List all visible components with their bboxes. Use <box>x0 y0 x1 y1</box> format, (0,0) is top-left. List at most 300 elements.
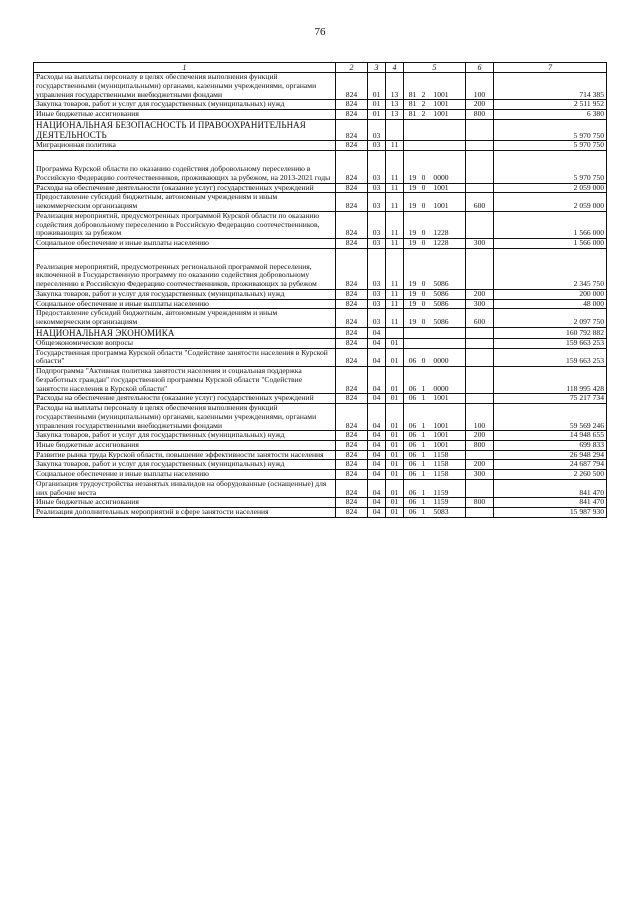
table-row <box>34 450 607 460</box>
row-ministry-code: 824 <box>336 450 368 460</box>
row-amount: 2 097 750 <box>494 309 607 327</box>
row-section-code: 04 <box>368 404 386 431</box>
row-amount: 118 995 428 <box>494 367 607 394</box>
target-direction-code: 1001 <box>433 201 449 211</box>
target-program-code: 06 <box>408 459 417 469</box>
row-section-code: 04 <box>368 394 386 404</box>
target-direction-code: 5086 <box>433 316 449 326</box>
row-expense-type <box>466 507 494 517</box>
row-name: Социальное обеспечение и иные выплаты населению <box>34 299 336 309</box>
row-target-article <box>404 470 466 480</box>
table-row <box>34 100 607 110</box>
row-target-article <box>404 348 466 366</box>
target-subprogram-code: 2 <box>421 109 426 119</box>
table-row <box>34 309 607 327</box>
row-section-code: 04 <box>368 479 386 497</box>
row-name: Расходы на выплаты персоналу в целях обеспечения выполнения функций государственными (муниципальными) органами, казенными учреждениями, органами управления государственными внебюджетными фондами <box>34 404 336 431</box>
row-expense-type <box>466 151 494 183</box>
target-direction-code: 1001 <box>433 420 449 430</box>
row-target-article <box>404 327 466 338</box>
target-program-code: 19 <box>408 201 417 211</box>
target-subprogram-code: 2 <box>421 89 426 99</box>
target-direction-code: 5086 <box>433 279 449 289</box>
row-section-code: 04 <box>368 348 386 366</box>
row-ministry-code: 824 <box>336 348 368 366</box>
target-direction-code: 0000 <box>433 383 449 393</box>
row-section-code: 03 <box>368 183 386 193</box>
row-subsection-code: 13 <box>386 110 404 120</box>
row-ministry-code: 824 <box>336 73 368 100</box>
row-section-code: 04 <box>368 460 386 470</box>
row-ministry-code: 824 <box>336 193 368 211</box>
row-name: Закупка товаров, работ и услуг для государственных (муниципальных) нужд <box>34 289 336 299</box>
target-subprogram-code: 1 <box>421 440 426 449</box>
target-direction-code: 1158 <box>433 459 449 469</box>
target-program-code: 81 <box>408 99 417 109</box>
target-subprogram-code: 0 <box>421 299 426 308</box>
row-name: Реализация дополнительных мероприятий в сфере занятости населения <box>34 507 336 517</box>
target-direction-code: 1001 <box>433 183 449 192</box>
row-name: Закупка товаров, работ и услуг для государственных (муниципальных) нужд <box>34 460 336 470</box>
col-header-4: 4 <box>386 63 404 73</box>
row-subsection-code: 01 <box>386 498 404 508</box>
table-row <box>34 479 607 497</box>
row-name: Социальное обеспечение и иные выплаты населению <box>34 470 336 480</box>
row-section-code: 03 <box>368 248 386 289</box>
row-ministry-code: 824 <box>336 440 368 450</box>
row-name: Расходы на обеспечение деятельности (оказание услуг) государственных учреждений <box>34 183 336 193</box>
row-amount: 5 970 750 <box>494 141 607 151</box>
row-name: Реализация мероприятий, предусмотренных региональной программой переселения, включенной в Государственную программу по оказанию содействия добровольному переселению в Российскую Федерацию соотечественников, проживающих за рубежом <box>34 248 336 289</box>
row-subsection-code: 01 <box>386 440 404 450</box>
table-row <box>34 248 607 289</box>
row-target-article <box>404 450 466 460</box>
row-expense-type: 300 <box>466 299 494 309</box>
table-row <box>34 498 607 508</box>
table-row <box>34 193 607 211</box>
row-ministry-code: 824 <box>336 289 368 299</box>
row-ministry-code: 824 <box>336 460 368 470</box>
table-row <box>34 141 607 151</box>
row-expense-type: 200 <box>466 100 494 110</box>
row-subsection-code: 11 <box>386 193 404 211</box>
row-expense-type <box>466 141 494 151</box>
target-direction-code: 5086 <box>433 289 449 298</box>
target-subprogram-code: 0 <box>421 228 426 238</box>
table-row <box>34 470 607 480</box>
target-program-code: 06 <box>408 507 417 516</box>
row-expense-type: 300 <box>466 470 494 480</box>
row-ministry-code: 824 <box>336 327 368 338</box>
row-target-article <box>404 498 466 508</box>
target-program-code: 19 <box>408 289 417 298</box>
row-subsection-code: 11 <box>386 299 404 309</box>
row-ministry-code: 824 <box>336 394 368 404</box>
row-name: Развитие рынка труда Курской области, повышение эффективности занятости населения <box>34 450 336 460</box>
row-target-article <box>404 238 466 248</box>
target-program-code: 19 <box>408 172 417 182</box>
row-section-code: 04 <box>368 327 386 338</box>
table-row <box>34 183 607 193</box>
row-target-article <box>404 507 466 517</box>
target-program-code: 19 <box>408 316 417 326</box>
target-direction-code: 1158 <box>433 450 449 459</box>
row-section-code: 04 <box>368 440 386 450</box>
row-subsection-code: 11 <box>386 289 404 299</box>
table-body <box>34 73 607 518</box>
row-amount: 48 000 <box>494 299 607 309</box>
target-subprogram-code: 0 <box>421 183 426 192</box>
row-section-code: 03 <box>368 151 386 183</box>
page-number: 76 <box>314 26 326 38</box>
row-section-code: 04 <box>368 367 386 394</box>
table-row <box>34 73 607 100</box>
row-ministry-code: 824 <box>336 498 368 508</box>
target-direction-code: 1228 <box>433 238 449 247</box>
target-direction-code: 1001 <box>433 393 449 403</box>
row-name: Предоставление субсидий бюджетным, автономным учреждениям и иным некоммерческим организациям <box>34 309 336 327</box>
row-amount: 841 470 <box>494 498 607 508</box>
target-direction-code: 1159 <box>433 497 449 507</box>
target-program-code: 06 <box>408 420 417 430</box>
target-direction-code: 5086 <box>433 299 449 308</box>
target-direction-code: 1158 <box>433 469 449 479</box>
target-subprogram-code: 0 <box>421 238 426 247</box>
row-name: Организация трудоустройства незанятых инвалидов на оборудованные (оснащенные) для них рабочие места <box>34 479 336 497</box>
row-subsection-code: 01 <box>386 394 404 404</box>
col-header-5: 5 <box>404 63 466 73</box>
target-subprogram-code: 0 <box>421 279 426 289</box>
col-header-6: 6 <box>466 63 494 73</box>
row-expense-type <box>466 339 494 349</box>
row-ministry-code: 824 <box>336 404 368 431</box>
row-expense-type: 100 <box>466 73 494 100</box>
target-direction-code: 1228 <box>433 228 449 238</box>
row-ministry-code: 824 <box>336 100 368 110</box>
row-expense-type <box>466 119 494 141</box>
row-subsection-code: 11 <box>386 309 404 327</box>
row-ministry-code: 824 <box>336 141 368 151</box>
target-subprogram-code: 1 <box>421 393 426 403</box>
row-amount: 2 511 952 <box>494 100 607 110</box>
table-row <box>34 339 607 349</box>
row-expense-type <box>466 183 494 193</box>
target-direction-code: 1001 <box>433 109 449 119</box>
row-target-article <box>404 339 466 349</box>
row-target-article <box>404 193 466 211</box>
col-header-2: 2 <box>336 63 368 73</box>
row-amount: 699 833 <box>494 440 607 450</box>
row-section-code: 03 <box>368 289 386 299</box>
row-section-code: 03 <box>368 119 386 141</box>
row-section-code: 04 <box>368 431 386 441</box>
row-subsection-code: 11 <box>386 151 404 183</box>
row-section-code: 03 <box>368 299 386 309</box>
row-section-code: 01 <box>368 73 386 100</box>
target-subprogram-code: 1 <box>421 497 426 507</box>
target-subprogram-code: 0 <box>421 201 426 211</box>
target-program-code: 06 <box>408 497 417 507</box>
target-program-code: 81 <box>408 109 417 119</box>
row-section-code: 03 <box>368 211 386 238</box>
row-subsection-code: 11 <box>386 248 404 289</box>
row-expense-type: 600 <box>466 193 494 211</box>
row-amount: 714 385 <box>494 73 607 100</box>
row-target-article <box>404 460 466 470</box>
row-ministry-code: 824 <box>336 309 368 327</box>
row-section-code: 04 <box>368 450 386 460</box>
section-row <box>34 119 607 141</box>
target-subprogram-code: 1 <box>421 450 426 459</box>
row-amount: 26 948 294 <box>494 450 607 460</box>
table-row <box>34 151 607 183</box>
row-amount: 2 059 000 <box>494 193 607 211</box>
table-row <box>34 460 607 470</box>
row-expense-type <box>466 248 494 289</box>
target-program-code: 06 <box>408 450 417 459</box>
row-amount: 24 687 794 <box>494 460 607 470</box>
row-section-code: 03 <box>368 141 386 151</box>
row-ministry-code: 824 <box>336 299 368 309</box>
row-amount: 200 000 <box>494 289 607 299</box>
row-amount: 2 059 000 <box>494 183 607 193</box>
row-subsection-code: 01 <box>386 348 404 366</box>
row-expense-type <box>466 479 494 497</box>
row-ministry-code: 824 <box>336 367 368 394</box>
target-direction-code: 1001 <box>433 440 449 449</box>
row-expense-type: 200 <box>466 431 494 441</box>
row-subsection-code: 13 <box>386 73 404 100</box>
budget-table <box>33 62 607 518</box>
row-target-article <box>404 119 466 141</box>
row-target-article <box>404 440 466 450</box>
table-row <box>34 299 607 309</box>
target-subprogram-code: 1 <box>421 469 426 479</box>
row-expense-type <box>466 211 494 238</box>
row-amount: 59 569 246 <box>494 404 607 431</box>
row-name: Расходы на выплаты персоналу в целях обеспечения выполнения функций государственными (муниципальными) органами, казенными учреждениями, органами управления государственными внебюджетными фондами <box>34 73 336 100</box>
row-expense-type: 300 <box>466 238 494 248</box>
row-subsection-code: 01 <box>386 367 404 394</box>
target-subprogram-code: 1 <box>421 430 426 440</box>
row-amount: 159 663 253 <box>494 348 607 366</box>
row-subsection-code: 01 <box>386 479 404 497</box>
target-direction-code: 1159 <box>433 487 449 497</box>
target-subprogram-code: 2 <box>421 99 426 109</box>
target-direction-code: 1001 <box>433 99 449 109</box>
row-expense-type: 800 <box>466 498 494 508</box>
table-row <box>34 431 607 441</box>
row-section-code: 01 <box>368 100 386 110</box>
row-target-article <box>404 211 466 238</box>
target-direction-code: 0000 <box>433 172 449 182</box>
table-row <box>34 211 607 238</box>
target-subprogram-code: 1 <box>421 459 426 469</box>
row-name: Иные бюджетные ассигнования <box>34 110 336 120</box>
target-program-code: 06 <box>408 393 417 403</box>
row-amount: 14 948 655 <box>494 431 607 441</box>
target-direction-code: 1001 <box>433 89 449 99</box>
table-row <box>34 348 607 366</box>
row-amount: 160 792 882 <box>494 327 607 338</box>
row-name: Социальное обеспечение и иные выплаты населению <box>34 238 336 248</box>
row-amount: 2 345 750 <box>494 248 607 289</box>
target-program-code: 06 <box>408 469 417 479</box>
section-row <box>34 327 607 338</box>
row-name: Предоставление субсидий бюджетным, автономным учреждениям и иным некоммерческим организациям <box>34 193 336 211</box>
row-subsection-code: 01 <box>386 460 404 470</box>
row-section-code: 03 <box>368 238 386 248</box>
row-expense-type <box>466 394 494 404</box>
row-name: НАЦИОНАЛЬНАЯ БЕЗОПАСНОСТЬ И ПРАВООХРАНИТЕЛЬНАЯ ДЕЯТЕЛЬНОСТЬ <box>34 119 336 141</box>
col-header-7: 7 <box>494 63 607 73</box>
row-expense-type: 100 <box>466 404 494 431</box>
row-name: Государственная программа Курской области "Содействие занятости населения в Курской области" <box>34 348 336 366</box>
row-target-article <box>404 479 466 497</box>
row-ministry-code: 824 <box>336 470 368 480</box>
target-direction-code: 0000 <box>433 356 449 366</box>
row-ministry-code: 824 <box>336 339 368 349</box>
row-subsection-code: 01 <box>386 450 404 460</box>
row-ministry-code: 824 <box>336 211 368 238</box>
row-expense-type <box>466 367 494 394</box>
col-header-1: 1 <box>34 63 336 73</box>
table-row <box>34 367 607 394</box>
target-program-code: 19 <box>408 228 417 238</box>
row-amount: 159 663 253 <box>494 339 607 349</box>
row-subsection-code: 01 <box>386 404 404 431</box>
target-subprogram-code: 1 <box>421 507 426 516</box>
row-name: Закупка товаров, работ и услуг для государственных (муниципальных) нужд <box>34 431 336 441</box>
row-ministry-code: 824 <box>336 507 368 517</box>
row-amount: 75 217 734 <box>494 394 607 404</box>
target-program-code: 19 <box>408 238 417 247</box>
row-target-article <box>404 141 466 151</box>
row-subsection-code: 01 <box>386 431 404 441</box>
row-name: Миграционная политика <box>34 141 336 151</box>
row-name: Иные бюджетные ассигнования <box>34 498 336 508</box>
row-target-article <box>404 299 466 309</box>
row-amount: 1 566 000 <box>494 211 607 238</box>
target-direction-code: 1001 <box>433 430 449 440</box>
row-expense-type: 200 <box>466 460 494 470</box>
row-target-article <box>404 110 466 120</box>
row-section-code: 04 <box>368 507 386 517</box>
row-section-code: 01 <box>368 110 386 120</box>
row-subsection-code: 13 <box>386 100 404 110</box>
row-section-code: 03 <box>368 309 386 327</box>
row-expense-type <box>466 327 494 338</box>
target-subprogram-code: 0 <box>421 356 426 366</box>
row-target-article <box>404 367 466 394</box>
row-subsection-code: 11 <box>386 183 404 193</box>
row-expense-type: 800 <box>466 110 494 120</box>
row-target-article <box>404 183 466 193</box>
row-name: Расходы на обеспечение деятельности (оказание услуг) государственных учреждений <box>34 394 336 404</box>
row-amount: 1 566 000 <box>494 238 607 248</box>
target-program-code: 06 <box>408 356 417 366</box>
target-subprogram-code: 0 <box>421 289 426 298</box>
row-ministry-code: 824 <box>336 151 368 183</box>
table-row <box>34 440 607 450</box>
target-program-code: 06 <box>408 440 417 449</box>
row-subsection-code: 11 <box>386 211 404 238</box>
col-header-3: 3 <box>368 63 386 73</box>
row-name: Программа Курской области по оказанию содействия добровольному переселению в Российскую Федерацию соотечественников, проживающих за рубежом, на 2013-2021 годы <box>34 151 336 183</box>
row-amount: 5 970 750 <box>494 119 607 141</box>
target-program-code: 81 <box>408 89 417 99</box>
row-amount: 15 987 930 <box>494 507 607 517</box>
row-target-article <box>404 151 466 183</box>
row-subsection-code: 01 <box>386 339 404 349</box>
target-direction-code: 5083 <box>433 507 449 516</box>
row-subsection-code <box>386 119 404 141</box>
row-subsection-code: 11 <box>386 238 404 248</box>
row-amount: 5 970 750 <box>494 151 607 183</box>
table-row <box>34 238 607 248</box>
row-ministry-code: 824 <box>336 479 368 497</box>
row-section-code: 04 <box>368 339 386 349</box>
row-subsection-code: 11 <box>386 141 404 151</box>
row-ministry-code: 824 <box>336 183 368 193</box>
target-subprogram-code: 0 <box>421 316 426 326</box>
row-name: Общеэкономические вопросы <box>34 339 336 349</box>
row-name: Подпрограмма "Активная политика занятости населения и социальная поддержка безработных граждан" государственной программы Курской области "Содействие занятости населения в Курской области" <box>34 367 336 394</box>
row-ministry-code: 824 <box>336 110 368 120</box>
row-target-article <box>404 289 466 299</box>
row-ministry-code: 824 <box>336 431 368 441</box>
target-subprogram-code: 1 <box>421 487 426 497</box>
row-subsection-code <box>386 327 404 338</box>
target-program-code: 19 <box>408 279 417 289</box>
row-expense-type: 200 <box>466 289 494 299</box>
target-program-code: 06 <box>408 383 417 393</box>
row-ministry-code: 824 <box>336 238 368 248</box>
row-expense-type: 800 <box>466 440 494 450</box>
target-subprogram-code: 1 <box>421 383 426 393</box>
row-subsection-code: 01 <box>386 470 404 480</box>
row-name: Иные бюджетные ассигнования <box>34 440 336 450</box>
table-row <box>34 110 607 120</box>
row-amount: 2 260 500 <box>494 470 607 480</box>
target-subprogram-code: 1 <box>421 420 426 430</box>
row-amount: 841 470 <box>494 479 607 497</box>
row-expense-type <box>466 348 494 366</box>
table-row <box>34 394 607 404</box>
row-name: Реализация мероприятий, предусмотренных программой Курской области по оказанию содействия добровольному переселению в Российскую Федерацию соотечественников, проживающих за рубежом <box>34 211 336 238</box>
row-expense-type <box>466 450 494 460</box>
row-subsection-code: 01 <box>386 507 404 517</box>
row-target-article <box>404 73 466 100</box>
row-target-article <box>404 404 466 431</box>
row-name: Закупка товаров, работ и услуг для государственных (муниципальных) нужд <box>34 100 336 110</box>
table-row <box>34 404 607 431</box>
target-program-code: 06 <box>408 430 417 440</box>
row-expense-type: 600 <box>466 309 494 327</box>
row-section-code: 04 <box>368 470 386 480</box>
row-section-code: 03 <box>368 193 386 211</box>
row-target-article <box>404 309 466 327</box>
row-ministry-code: 824 <box>336 248 368 289</box>
row-ministry-code: 824 <box>336 119 368 141</box>
table-row <box>34 507 607 517</box>
target-subprogram-code: 0 <box>421 172 426 182</box>
table-header-row <box>34 63 607 73</box>
row-target-article <box>404 431 466 441</box>
target-program-code: 06 <box>408 487 417 497</box>
table-row <box>34 289 607 299</box>
row-target-article <box>404 248 466 289</box>
